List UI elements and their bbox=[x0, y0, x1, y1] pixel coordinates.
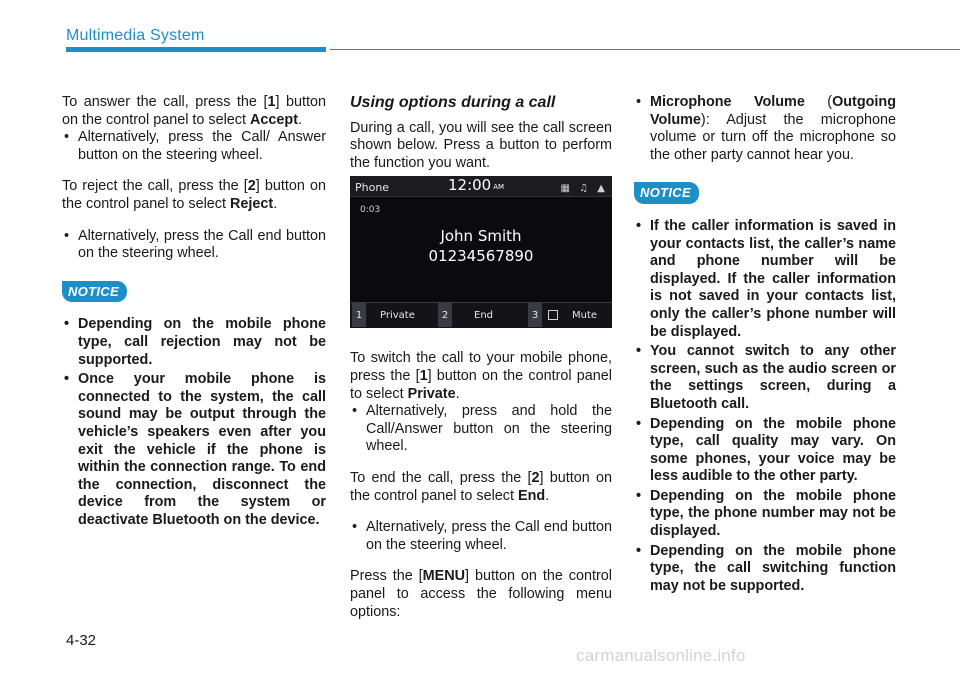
column-right bbox=[634, 94, 896, 609]
call-timer: 0:03 bbox=[360, 205, 381, 216]
notice-item: • Depending on the mobile phone type, the call switching function may not be supported. bbox=[634, 543, 896, 596]
section-heading: Using options during a call bbox=[350, 94, 556, 111]
intro-paragraph: During a call, you will see the call screen shown below. Press a button to perform the function you want. bbox=[350, 119, 612, 171]
notice-item: • If the caller information is saved in your contacts list, the caller’s name and phone number will be displayed. If the caller information is not saved in your contacts list, only the caller’s phone number will be displayed. bbox=[634, 218, 896, 341]
notice-item: • You cannot switch to any other screen, such as the audio screen or the settings screen, during a Bluetooth call. bbox=[634, 343, 896, 413]
notice-item: • Once your mobile phone is connected to the system, the call sound may be output through the vehicle’s speakers even after you exit the vehicle if the phone is within the connection range. To end the connection, disconnect the device from the system or deactivate Bluetooth on the device. bbox=[62, 371, 326, 529]
notice-item: • Depending on the mobile phone type, call rejection may not be supported. bbox=[62, 316, 326, 369]
notice-item: • Depending on the mobile phone type, call quality may vary. On some phones, your voice may be less audible to the other party. bbox=[634, 416, 896, 486]
status-icons: ▦ ♫ ▲ bbox=[560, 183, 608, 195]
private-alt-bullet: • Alternatively, press and hold the Call/Answer button on the steering wheel. bbox=[350, 403, 612, 456]
answer-call-paragraph: To answer the call, press the [1] button on the control panel to select Accept. bbox=[62, 94, 326, 128]
screen-clock: 12:00 AM bbox=[448, 176, 505, 195]
caller-number: 01234567890 bbox=[428, 247, 534, 266]
caller-name: John Smith bbox=[440, 227, 522, 246]
reject-alt-bullet: • Alternatively, press the Call end button on the steering wheel. bbox=[62, 228, 326, 263]
screen-app-title: Phone bbox=[355, 181, 390, 195]
reject-call-paragraph: To reject the call, press the [2] button on the control panel to select Reject. bbox=[62, 178, 326, 212]
column-left bbox=[62, 94, 326, 543]
notice-badge: NOTICE bbox=[62, 281, 127, 303]
watermark: carmanualsonline.info bbox=[576, 646, 746, 665]
page-number: 4-32 bbox=[66, 632, 97, 649]
private-paragraph: To switch the call to your mobile phone, press the [1] button on the control panel to select Private. bbox=[350, 350, 612, 402]
header-rule-thick bbox=[66, 47, 326, 52]
mute-checkbox-icon bbox=[548, 310, 558, 320]
softkey-private: 1 Private bbox=[352, 303, 415, 327]
softkey-mute: 3 Mute bbox=[528, 303, 597, 327]
notice-badge: NOTICE bbox=[634, 182, 699, 204]
softkey-end: 2 End bbox=[438, 303, 493, 327]
notice-item: • Depending on the mobile phone type, the phone number may not be displayed. bbox=[634, 488, 896, 541]
section-title: Multimedia System bbox=[66, 27, 205, 44]
call-screen-image bbox=[350, 176, 612, 328]
answer-alt-bullet: • Alternatively, press the Call/ Answer button on the steering wheel. bbox=[62, 129, 326, 164]
microphone-volume-bullet: • Microphone Volume (Outgoing Volume): Adjust the microphone volume or turn off the microphone so the other party cannot hear you. bbox=[634, 94, 896, 164]
end-alt-bullet: • Alternatively, press the Call end button on the steering wheel. bbox=[350, 519, 612, 554]
column-middle bbox=[350, 94, 612, 635]
header-rule-thin bbox=[330, 49, 960, 50]
menu-paragraph: Press the [MENU] button on the control panel to access the following menu options: bbox=[350, 568, 612, 620]
end-call-paragraph: To end the call, press the [2] button on the control panel to select End. bbox=[350, 469, 612, 504]
